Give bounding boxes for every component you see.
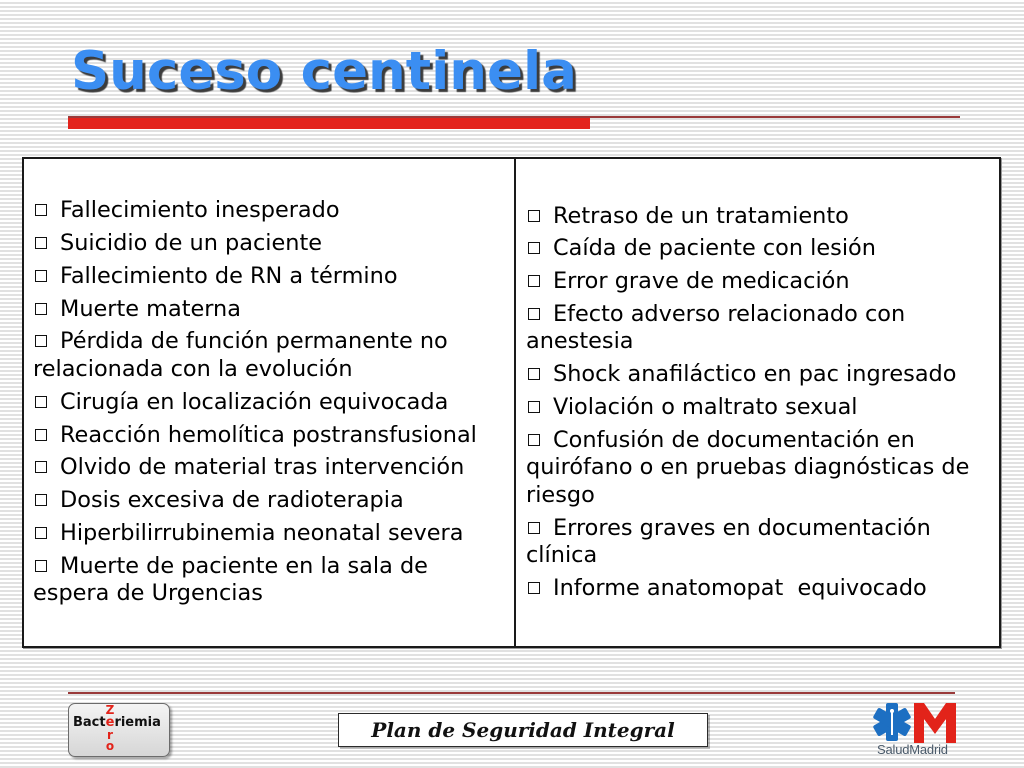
- sentinel-event-item: [33, 296, 502, 324]
- sentinel-event-item: [33, 230, 502, 258]
- sentinel-event-label: Retraso de un tratamiento: [553, 202, 849, 229]
- checkbox-bullet-icon: [35, 560, 47, 572]
- sentinel-event-label: Shock anafiláctico en pac ingresado: [553, 361, 957, 388]
- program-label-box: [338, 713, 708, 747]
- sentinel-event-item: [33, 422, 502, 450]
- sentinel-event-label: Cirugía en localización equivocada: [60, 388, 449, 415]
- program-label: Plan de Seguridad Integral: [371, 718, 675, 742]
- sentinel-event-item: [526, 203, 990, 231]
- sentinel-event-label: Errores graves en documentación clínica: [526, 514, 938, 569]
- sentinel-event-label: Suicidio de un paciente: [60, 230, 322, 257]
- sentinel-event-item: [33, 328, 502, 383]
- salud-madrid-name: SaludMadrid: [877, 742, 948, 757]
- bacteriemia-zero-logo: [68, 703, 170, 757]
- sentinel-event-item: [33, 553, 502, 608]
- sentinel-event-item: [33, 197, 502, 225]
- checkbox-bullet-icon: [528, 401, 540, 413]
- salud-madrid-logo: [873, 701, 957, 758]
- logo-shared-letter: e: [105, 715, 115, 730]
- sentinel-event-label: Pérdida de función permanente no relacionada con la evolución: [33, 328, 455, 382]
- sentinel-event-label: Hiperbilirrubinemia neonatal severa: [60, 519, 464, 546]
- column-divider: [514, 159, 516, 646]
- checkbox-bullet-icon: [528, 210, 540, 222]
- sentinel-event-item: [33, 263, 502, 291]
- logo-vertical-letters-bottom: ro: [105, 728, 115, 753]
- sentinel-event-label: Informe anatomopat equivocado: [553, 574, 927, 601]
- sentinel-event-item: [526, 394, 990, 422]
- sentinel-event-item: [33, 487, 502, 515]
- sentinel-event-item: [526, 361, 990, 389]
- logo-word-end: riemia: [114, 715, 161, 730]
- sentinel-event-item: [33, 520, 502, 548]
- checkbox-bullet-icon: [528, 582, 540, 594]
- left-column: [33, 159, 502, 646]
- title-accent-bar: [68, 118, 590, 129]
- checkbox-bullet-icon: [528, 434, 540, 446]
- sentinel-event-label: Muerte de paciente en la sala de espera de Urgencias: [33, 552, 436, 607]
- sentinel-event-item: [526, 268, 990, 296]
- star-of-life-icon: [873, 703, 911, 741]
- sentinel-event-item: [526, 515, 990, 570]
- sentinel-event-label: Olvido de material tras intervención: [60, 454, 465, 481]
- sentinel-events-table: [22, 157, 1001, 648]
- checkbox-bullet-icon: [528, 275, 540, 287]
- checkbox-bullet-icon: [35, 461, 47, 473]
- sentinel-event-label: Confusión de documentación en quirófano o en pruebas diagnósticas de riesgo: [526, 426, 977, 508]
- sentinel-event-item: [526, 427, 990, 510]
- right-column: [526, 159, 990, 646]
- sentinel-event-label: Reacción hemolítica postransfusional: [60, 421, 477, 448]
- checkbox-bullet-icon: [35, 270, 47, 282]
- sentinel-event-label: Error grave de medicación: [553, 268, 850, 295]
- sentinel-event-item: [526, 235, 990, 263]
- madrid-m-icon: [914, 703, 956, 743]
- sentinel-event-label: Violación o maltrato sexual: [553, 394, 858, 421]
- checkbox-bullet-icon: [528, 308, 540, 320]
- logo-word-start: Bact: [73, 715, 106, 730]
- checkbox-bullet-icon: [35, 204, 47, 216]
- checkbox-bullet-icon: [528, 368, 540, 380]
- sentinel-event-label: Caída de paciente con lesión: [553, 235, 876, 262]
- sentinel-event-item: [526, 575, 990, 603]
- sentinel-event-item: [33, 454, 502, 482]
- checkbox-bullet-icon: [35, 335, 47, 347]
- slide-title: Suceso centinela: [71, 41, 577, 102]
- sentinel-event-item: [526, 301, 990, 356]
- checkbox-bullet-icon: [35, 396, 47, 408]
- checkbox-bullet-icon: [528, 242, 540, 254]
- logo-wordmark: [73, 716, 161, 730]
- checkbox-bullet-icon: [35, 237, 47, 249]
- checkbox-bullet-icon: [528, 522, 540, 534]
- footer-rule: [68, 692, 955, 694]
- checkbox-bullet-icon: [35, 429, 47, 441]
- sentinel-event-label: Fallecimiento de RN a término: [60, 262, 398, 289]
- logo-vertical-letter-top: Z: [105, 703, 115, 717]
- sentinel-event-label: Fallecimiento inesperado: [60, 197, 340, 224]
- checkbox-bullet-icon: [35, 494, 47, 506]
- sentinel-event-item: [33, 389, 502, 417]
- sentinel-event-label: Muerte materna: [60, 295, 241, 322]
- checkbox-bullet-icon: [35, 527, 47, 539]
- checkbox-bullet-icon: [35, 303, 47, 315]
- sentinel-event-label: Dosis excesiva de radioterapia: [60, 487, 404, 514]
- sentinel-event-label: Efecto adverso relacionado con anestesia: [526, 300, 913, 355]
